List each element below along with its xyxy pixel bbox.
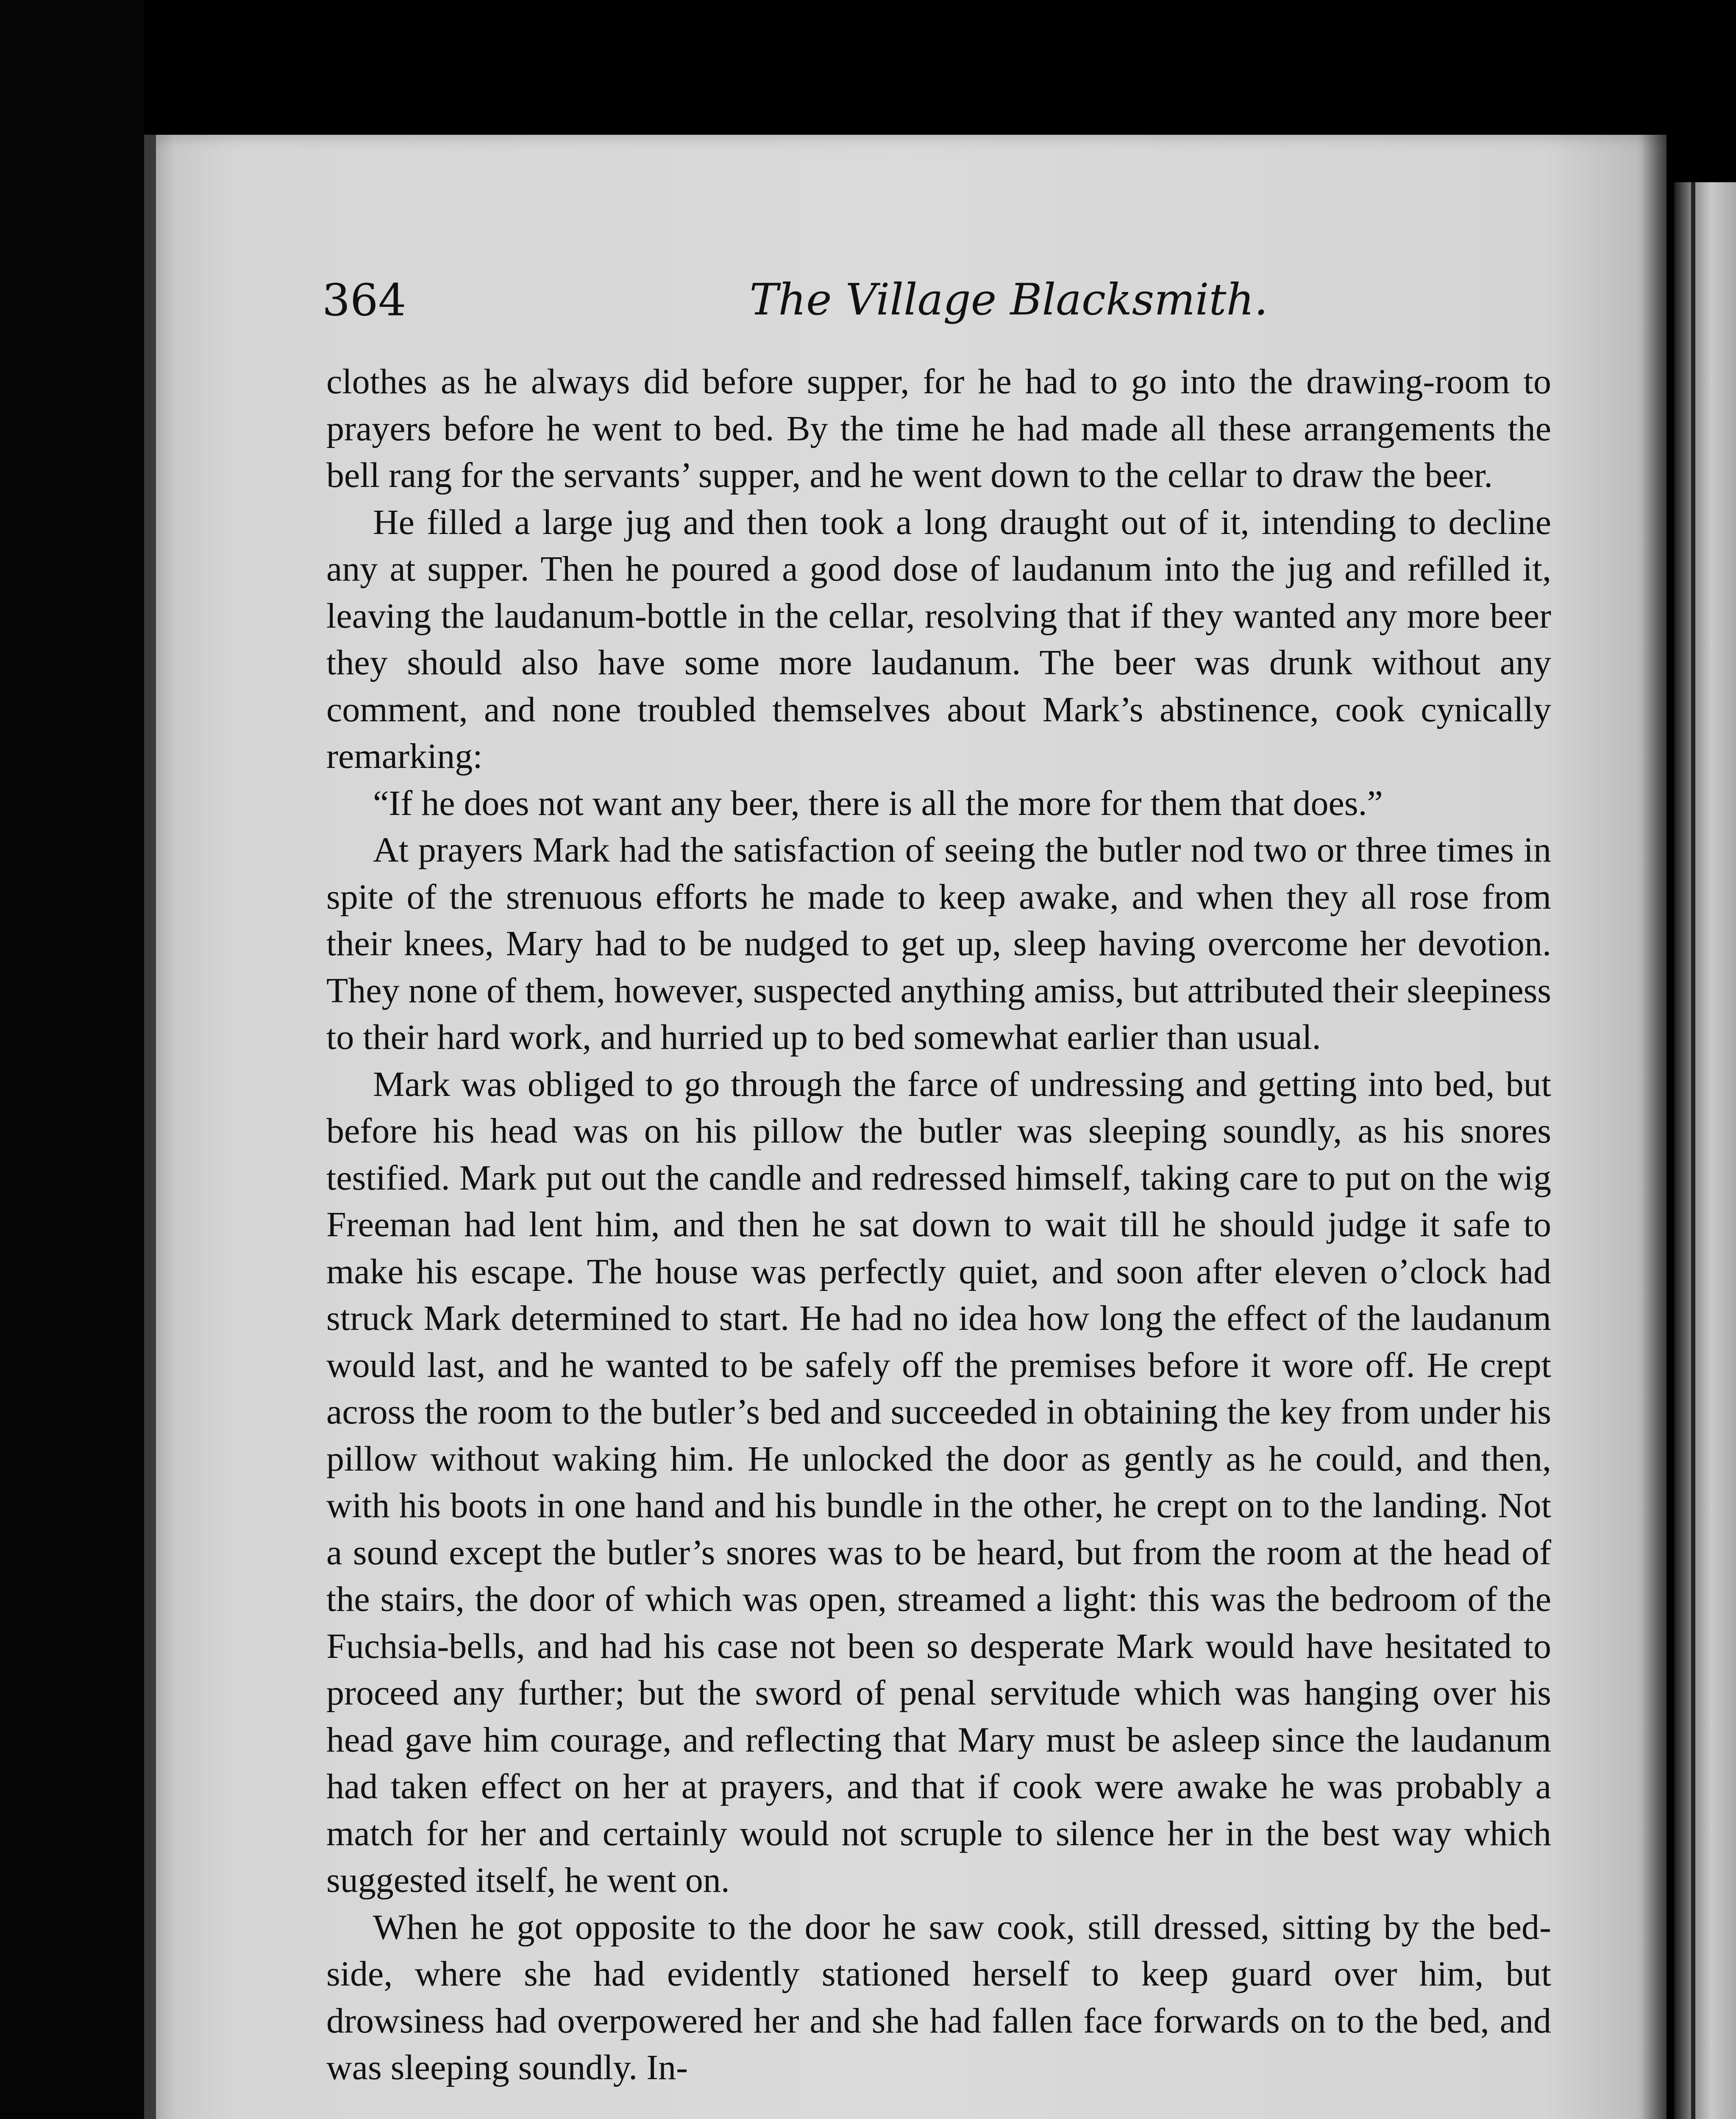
adjacent-page-edge bbox=[1674, 182, 1736, 2119]
running-title: The Village Blacksmith. bbox=[749, 275, 1268, 325]
paragraph: He filled a large jug and then took a long draught out of it, intending to decline any at supper. Then he poured a good dose of laudanum into the jug and refilled it, leaving the laudanum-bottle in the cellar, resolving that if they wanted any more beer they should also have some more laudanum. The beer was drunk without any comment, and none troubled themselves about Mark’s abstinence, cook cynically remarking: bbox=[326, 502, 1551, 776]
paragraph: When he got opposite to the door he saw cook, still dressed, sitting by the bed-side, where she had evidently stationed herself to keep guard over him, but drowsiness had overpowered her and she had fallen face forwards on to the bed, and was sleeping soundly. In- bbox=[326, 1907, 1551, 2087]
paragraph: At prayers Mark had the satisfaction of seeing the butler nod two or three times in spite of the strenuous efforts he made to keep awake, and when they all rose from their knees, Mary had to be nudged to get up, sleep having overcome her devotion. They none of them, however, suspected anything amiss, but attributed their sleepiness to their hard work, and hurried up to bed somewhat earlier than usual. bbox=[326, 830, 1551, 1057]
paragraph: “If he does not want any beer, there is all the more for them that does.” bbox=[373, 783, 1383, 823]
paragraph: Mark was obliged to go through the farce of undressing and getting into bed, but before his head was on his pillow the butler was sleeping soundly, as his snores testified. Mark put out the candle and redressed himself, taking care to put on the wig Freeman had lent him, and then he sat down to wait till he should judge it safe to make his escape. The house was perfectly quiet, and soon after eleven o’clock had struck Mark determined to start. He had no idea how long the effect of the laudanum would last, and he wanted to be safely off the premises before it wore off. He crept across the room to the butler’s bed and succeeded in obtaining the key from under his pillow without waking him. He unlocked the door as gently as he could, and then, with his boots in one hand and his bundle in the other, he crept on to the landing. Not a sound except the butler’s snores was to be heard, but from the room at the head of the stairs, the door of which was open, streamed a light: this was the bedroom of the Fuchsia-bells, and had his case not been so desperate Mark would have hesitated to proceed any further; but the sword of penal servitude which was hanging over his head gave him courage, and reflecting that Mary must be asleep since the laudanum had taken effect on her at prayers, and that if cook were awake he was probably a match for her and certainly would not scruple to silence her in the best way which suggested itself, he went on. bbox=[326, 1064, 1551, 1900]
paragraph: clothes as he always did before supper, for he had to go into the drawing-room to prayers before he went to bed. By the time he had made all these arrangements the bell rang for the servants’ supper, and he went down to the cellar to draw the beer. bbox=[326, 362, 1551, 495]
page-number: 364 bbox=[322, 274, 406, 326]
book-page bbox=[144, 135, 1666, 2119]
running-head bbox=[322, 270, 1695, 330]
page-edge-shadow bbox=[1641, 135, 1666, 2119]
scan-left-border bbox=[0, 0, 144, 2119]
spine-shadow bbox=[144, 135, 156, 2119]
body-text bbox=[326, 359, 1551, 2091]
